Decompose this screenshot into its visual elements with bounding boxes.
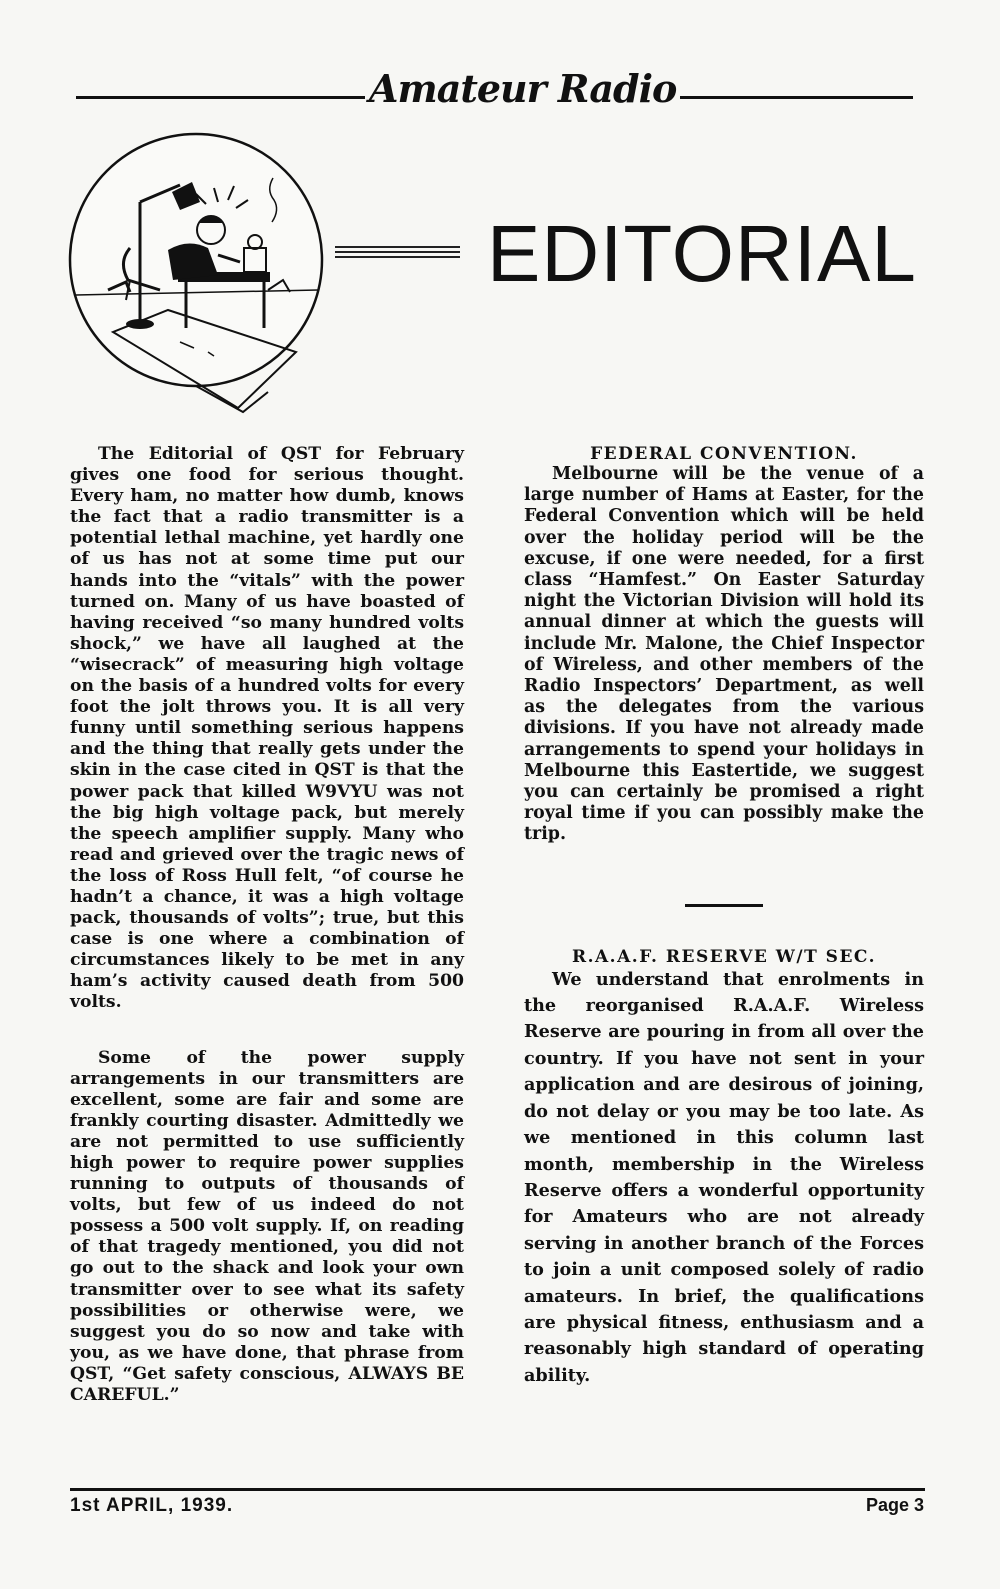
right-column bbox=[524, 444, 924, 1389]
decorative-lines bbox=[335, 246, 460, 261]
raaf-reserve-heading: R.A.A.F. RESERVE W/T SEC. bbox=[571, 946, 877, 967]
left-column bbox=[70, 444, 464, 1406]
page-number: Page 3 bbox=[865, 1495, 924, 1515]
left-paragraph-1: The Editorial of QST for February gives one food for serious thought. Every ham, no matter how dumb, knows the fact that a radio transmitter is a potential lethal machine, yet hardly one of us has not at some time put our hands into the “vitals” with the power turned on. Many of us have boasted of having received “so many hundred volts shock,” we have all laughed at the “wisecrack” of measuring high voltage on the basis of a hundred volts for every foot the jolt throws you. It is all very funny until something serious happens and the thing that really gets under the skin in the case cited in QST is that the power pack that killed W9VYU was not the big high voltage pack, but merely the speech amplifier supply. Many who read and grieved over the tragic news of the loss of Ross Hull felt, “of course he hadn’t a chance, it was a high voltage pack, thousands of volts”; true, but this case is one where a combination of circumstances likely to be met in any ham’s activity caused death from 500 volts. bbox=[70, 444, 464, 1013]
ham-at-desk-illustration bbox=[68, 130, 333, 415]
federal-convention-body: Melbourne will be the venue of a large number of Hams at Easter, for the Federal Convention which will be held over the holiday period will be the excuse, if one were needed, for a first class “Hamfest.” On Easter Saturday night the Victorian Division will hold its annual dinner at which the guests will include Mr. Malone, the Chief Inspector of Wireless, and other members of the Radio Inspectors’ Department, as well as the delegates from the various divisions. If you have not already made arrangements to spend your holidays in Melbourne this Eastertide, we suggest you can certainly be promised a right royal time if you can possibly make the trip. bbox=[524, 464, 924, 845]
masthead-rule-left bbox=[76, 96, 376, 99]
masthead-title: Amateur Radio bbox=[365, 66, 680, 111]
headline: EDITORIAL bbox=[487, 209, 917, 298]
footer-rule bbox=[70, 1488, 925, 1491]
left-paragraph-2: Some of the power supply arrangements in our transmitters are excellent, some are fair and some are frankly courting disaster. Admittedly we are not permitted to use sufficiently high power to require power supplies running to outputs of thousands of volts, but few of us indeed do not possess a 500 volt supply. If, on reading of that tragedy mentioned, you did not go out to the shack and look your own transmitter over to see what its safety possibilities or otherwise were, we suggest you do so now and take with you, as we have done, that phrase from QST, “Get safety conscious, ALWAYS BE CAREFUL.” bbox=[70, 1047, 464, 1406]
raaf-reserve-body: We understand that enrolments in the reorganised R.A.A.F. Wireless Reserve are pouring in from all over the country. If you have not sent in your application and are desirous of joining, do not delay or you may be too late. As we mentioned in this column last month, membership in the Wireless Reserve offers a wonderful opportunity for Amateurs who are not already serving in another branch of the Forces to join a unit composed solely of radio amateurs. In brief, the qualifications are physical fitness, enthusiasm and a reasonably high standard of operating ability. bbox=[524, 968, 924, 1386]
footer-date: 1st APRIL, 1939. bbox=[70, 1495, 234, 1516]
federal-convention-heading: FEDERAL CONVENTION. bbox=[590, 444, 858, 464]
section-divider bbox=[685, 904, 763, 907]
